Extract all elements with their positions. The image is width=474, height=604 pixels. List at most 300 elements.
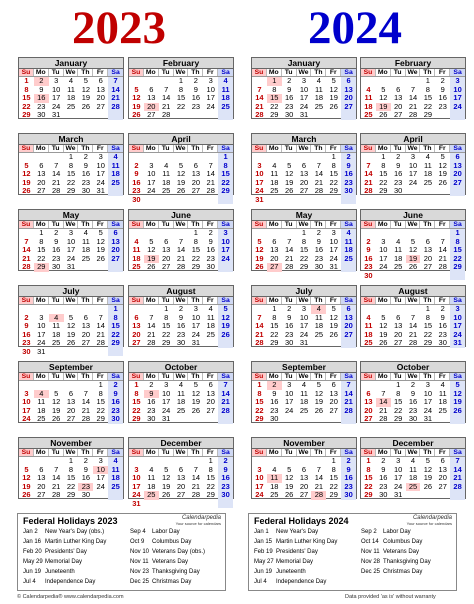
day-cell: 2 — [396, 152, 401, 161]
day-cell: 30 — [51, 262, 61, 271]
weekday-label: Sa — [341, 145, 356, 152]
holiday-date: Oct 14 — [361, 539, 379, 545]
day-cell: 10 — [206, 84, 215, 94]
day-cell: 8 — [331, 160, 336, 170]
day-cell: 14 — [206, 169, 215, 178]
day-cell: 28 — [22, 262, 31, 271]
day-cell: 9 — [144, 390, 159, 399]
day-cell: 11 — [409, 464, 417, 474]
weekday-label: Su — [129, 297, 144, 304]
day-cell: 8 — [178, 84, 184, 94]
day-cell — [159, 196, 174, 205]
day-cell: 23 — [270, 405, 279, 415]
day-cell: 24 — [22, 414, 31, 423]
day-cell: 6 — [108, 229, 123, 238]
month-may-2024 — [251, 209, 357, 271]
day-cell: 12 — [329, 312, 338, 322]
day-cell: 27 — [66, 414, 76, 423]
weekday-label: Fr — [435, 145, 450, 152]
day-cell: 30 — [379, 490, 388, 499]
day-cell: 9 — [39, 84, 44, 94]
day-cell: 9 — [440, 84, 445, 94]
weekday-label: Mo — [376, 145, 391, 152]
day-cell: 18 — [51, 329, 61, 339]
day-cell: 24 — [408, 177, 418, 187]
day-cell: 9 — [366, 245, 371, 254]
day-cell: 22 — [450, 255, 465, 264]
day-cell: 9 — [24, 321, 29, 330]
day-cell: 29 — [393, 414, 403, 423]
day-cell: 20 — [438, 473, 447, 482]
day-cell: 3 — [193, 304, 198, 313]
day-cell — [188, 415, 203, 424]
day-cell: 13 — [393, 93, 403, 102]
day-cell: 19 — [376, 103, 391, 112]
weekday-label: Fr — [203, 145, 218, 152]
day-cell: 23 — [37, 101, 46, 111]
day-cell — [203, 500, 218, 509]
week-row — [252, 415, 356, 424]
day-cell: 8 — [272, 312, 277, 322]
day-cell: 30 — [22, 346, 31, 356]
day-cell: 18 — [393, 253, 403, 263]
weekday-label: Tu — [159, 373, 174, 380]
weekday-label: Mo — [34, 373, 49, 380]
day-cell: 14 — [450, 466, 465, 475]
day-cell: 24 — [423, 405, 433, 415]
day-cell: 31 — [450, 339, 465, 348]
day-cell: 30 — [408, 414, 418, 423]
week-row — [361, 272, 465, 281]
day-cell: 26 — [66, 338, 76, 347]
day-cell: 8 — [425, 312, 430, 322]
weekday-label: Th — [420, 373, 435, 380]
weekday-label: Su — [129, 145, 144, 152]
day-cell: 27 — [81, 338, 91, 347]
day-cell: 16 — [284, 321, 294, 330]
day-cell: 28 — [147, 338, 156, 347]
week-row — [19, 103, 123, 112]
day-cell: 11 — [270, 169, 279, 178]
day-cell: 26 — [255, 262, 264, 271]
day-cell: 9 — [287, 84, 292, 94]
weekday-label: We — [406, 145, 421, 152]
day-cell: 3 — [24, 388, 29, 398]
day-cell: 16 — [341, 474, 356, 483]
day-cell: 10 — [255, 169, 264, 178]
day-cell: 18 — [314, 93, 324, 102]
holiday-item — [23, 568, 75, 576]
day-cell: 14 — [408, 93, 418, 102]
day-cell: 22 — [176, 101, 186, 111]
day-cell: 27 — [393, 110, 403, 119]
day-cell: 13 — [37, 169, 46, 178]
day-cell: 17 — [255, 481, 264, 491]
day-cell: 17 — [450, 94, 465, 103]
day-cell: 16 — [191, 93, 201, 102]
day-cell: 9 — [83, 160, 88, 170]
day-cell: 3 — [134, 464, 139, 474]
month-name: March — [252, 134, 356, 145]
week-row — [129, 491, 233, 500]
weekday-label: Mo — [144, 221, 159, 228]
day-cell: 7 — [316, 464, 321, 474]
day-cell: 8 — [381, 160, 386, 170]
day-cell: 16 — [218, 474, 233, 483]
day-cell — [174, 500, 189, 509]
day-cell: 29 — [423, 338, 433, 347]
day-cell: 22 — [270, 329, 279, 339]
day-cell: 24 — [284, 405, 294, 415]
week-row — [129, 263, 233, 272]
holiday-name: Veterans Day — [152, 559, 189, 565]
day-cell: 6 — [164, 236, 169, 246]
day-cell: 1 — [39, 228, 44, 237]
day-cell: 11 — [162, 169, 171, 178]
day-cell: 22 — [206, 481, 215, 491]
day-cell: 21 — [284, 253, 294, 263]
day-cell — [174, 415, 189, 424]
weekday-label: Sa — [341, 69, 356, 76]
month-name: September — [252, 362, 356, 373]
day-cell: 23 — [147, 405, 156, 415]
day-cell: 25 — [314, 329, 324, 339]
day-cell — [218, 339, 233, 348]
day-cell: 3 — [164, 380, 169, 389]
weekday-label: Sa — [450, 69, 465, 76]
day-cell: 29 — [161, 338, 171, 347]
day-cell: 21 — [161, 101, 171, 111]
day-cell: 13 — [37, 473, 46, 482]
day-cell — [420, 491, 435, 500]
weekday-label: We — [64, 449, 79, 456]
day-cell: 3 — [68, 228, 74, 237]
weekday-label: We — [297, 145, 312, 152]
weekday-label: Sa — [218, 449, 233, 456]
holidays-2023-title: Federal Holidays 2023 — [23, 516, 118, 526]
day-cell: 29 — [329, 186, 338, 195]
day-cell: 18 — [218, 94, 233, 103]
weekday-header — [252, 449, 356, 457]
day-cell: 17 — [408, 169, 418, 178]
day-cell: 11 — [147, 473, 156, 482]
day-cell: 26 — [314, 405, 324, 415]
weekday-header — [19, 373, 123, 381]
holiday-date: Jan 2 — [23, 529, 38, 535]
weekday-label: Tu — [159, 297, 174, 304]
day-cell: 7 — [149, 312, 154, 322]
day-cell: 24 — [255, 186, 264, 195]
day-cell: 13 — [206, 388, 215, 398]
day-cell: 16 — [379, 473, 388, 482]
day-cell: 12 — [438, 160, 447, 170]
day-cell — [435, 111, 450, 120]
day-cell: 7 — [208, 160, 213, 170]
weekday-label: Fr — [93, 449, 108, 456]
day-cell: 16 — [341, 170, 356, 179]
weekday-label: Su — [129, 373, 144, 380]
day-cell: 11 — [52, 321, 61, 330]
day-cell: 21 — [81, 405, 91, 415]
day-cell: 5 — [178, 160, 184, 170]
weekday-label: Tu — [49, 221, 64, 228]
month-april-2024 — [360, 133, 466, 195]
day-cell: 15 — [22, 93, 31, 102]
day-cell: 7 — [366, 160, 371, 170]
holiday-item — [254, 548, 318, 556]
day-cell: 8 — [68, 464, 74, 474]
weekday-label: Th — [311, 145, 326, 152]
day-cell — [311, 111, 326, 120]
day-cell — [78, 111, 93, 120]
day-cell: 16 — [206, 245, 215, 254]
holiday-name: Columbus Day — [383, 539, 423, 545]
day-cell: 5 — [54, 388, 59, 398]
weekday-label: Th — [420, 221, 435, 228]
weekday-label: Fr — [93, 145, 108, 152]
weekday-label: Tu — [282, 297, 297, 304]
month-july-2023 — [18, 285, 124, 356]
weekday-label: Sa — [218, 297, 233, 304]
day-cell: 8 — [134, 388, 139, 398]
day-cell: 16 — [314, 245, 324, 254]
month-february-2024 — [360, 57, 466, 119]
day-cell: 26 — [132, 110, 141, 119]
weekday-label: Sa — [341, 449, 356, 456]
weekday-label: Sa — [341, 297, 356, 304]
day-cell: 25 — [218, 103, 233, 112]
day-cell: 10 — [284, 388, 294, 398]
day-cell: 3 — [39, 312, 44, 322]
day-cell: 14 — [364, 169, 373, 178]
day-cell: 14 — [108, 86, 123, 95]
holiday-name: New Year's Day — [276, 529, 319, 535]
day-cell: 29 — [22, 110, 31, 119]
weekday-label: Fr — [203, 373, 218, 380]
day-cell: 5 — [440, 152, 445, 161]
weekday-label: Mo — [34, 69, 49, 76]
day-cell: 26 — [284, 186, 294, 195]
day-cell: 13 — [161, 245, 171, 254]
month-name: September — [19, 362, 123, 373]
day-cell: 22 — [108, 331, 123, 340]
day-cell: 26 — [81, 101, 91, 111]
day-cell: 30 — [37, 110, 46, 119]
day-cell: 15 — [132, 397, 141, 406]
day-cell: 15 — [423, 93, 433, 102]
weekday-label: Su — [252, 373, 267, 380]
weekday-label: Su — [129, 69, 144, 76]
day-cell: 21 — [314, 177, 324, 187]
weekday-label: Su — [19, 297, 34, 304]
day-cell: 6 — [331, 380, 336, 389]
day-cell — [78, 348, 93, 357]
week-row — [129, 415, 233, 424]
day-cell: 1 — [381, 152, 386, 161]
day-cell: 25 — [144, 491, 159, 500]
day-cell: 4 — [272, 160, 277, 170]
day-cell: 3 — [98, 456, 103, 465]
weekday-label: Mo — [267, 297, 282, 304]
day-cell — [78, 263, 93, 272]
day-cell — [326, 111, 341, 120]
day-cell: 17 — [329, 245, 338, 254]
day-cell: 28 — [408, 110, 418, 119]
month-august-2023 — [128, 285, 234, 347]
day-cell: 30 — [438, 338, 447, 347]
day-cell: 4 — [341, 229, 356, 238]
weekday-label: We — [297, 373, 312, 380]
day-cell: 21 — [438, 253, 447, 263]
day-cell: 23 — [176, 329, 186, 339]
day-cell: 12 — [408, 245, 418, 254]
day-cell: 30 — [108, 415, 123, 424]
day-cell: 6 — [272, 236, 277, 246]
day-cell — [64, 111, 79, 120]
day-cell: 14 — [438, 245, 447, 254]
day-cell: 15 — [108, 322, 123, 331]
day-cell: 16 — [108, 398, 123, 407]
holiday-date: Dec 25 — [361, 569, 381, 575]
day-cell: 26 — [22, 186, 31, 195]
weekday-label: Su — [129, 221, 144, 228]
day-cell: 31 — [329, 262, 338, 271]
day-cell — [435, 415, 450, 424]
day-cell: 16 — [408, 397, 418, 406]
day-cell: 29 — [329, 490, 338, 499]
day-cell: 6 — [396, 312, 401, 322]
weekday-label: Tu — [159, 145, 174, 152]
day-cell: 7 — [450, 457, 465, 466]
day-cell — [341, 415, 356, 424]
weekday-label: Tu — [282, 373, 297, 380]
day-cell: 29 — [364, 490, 373, 499]
day-cell: 15 — [450, 246, 465, 255]
day-cell: 19 — [218, 322, 233, 331]
day-cell: 23 — [438, 101, 447, 111]
day-cell: 18 — [66, 93, 76, 102]
day-cell: 14 — [284, 245, 294, 254]
day-cell: 17 — [299, 321, 309, 330]
day-cell: 4 — [68, 76, 74, 85]
day-cell: 4 — [108, 457, 123, 466]
day-cell: 11 — [300, 388, 308, 398]
weekday-label: We — [297, 449, 312, 456]
day-cell: 21 — [450, 474, 465, 483]
day-cell: 30 — [81, 490, 91, 499]
day-cell: 12 — [132, 93, 141, 102]
day-cell: 24 — [450, 103, 465, 112]
day-cell: 1 — [208, 456, 213, 465]
day-cell: 25 — [176, 405, 186, 415]
month-august-2024 — [360, 285, 466, 347]
weekday-label: Tu — [159, 69, 174, 76]
day-cell: 1 — [267, 77, 282, 86]
day-cell — [108, 491, 123, 500]
weekday-label: Tu — [49, 297, 64, 304]
holiday-name: Independence Day — [276, 579, 327, 585]
weekday-label: Tu — [391, 297, 406, 304]
day-cell: 22 — [191, 253, 201, 263]
day-cell — [282, 415, 297, 424]
holiday-date: Nov 11 — [361, 549, 380, 555]
day-cell: 2 — [208, 228, 213, 237]
day-cell: 25 — [299, 405, 309, 415]
day-cell: 30 — [270, 414, 279, 423]
holiday-name: Thanksgiving Day — [383, 559, 431, 565]
day-cell: 20 — [450, 170, 465, 179]
weekday-label: Th — [311, 69, 326, 76]
day-cell: 18 — [364, 101, 373, 111]
day-cell: 11 — [267, 474, 282, 483]
day-cell: 8 — [68, 160, 74, 170]
weekday-label: We — [406, 297, 421, 304]
footer-copyright[interactable]: © Calendarpedia® www.calendarpedia.com — [17, 594, 124, 600]
day-cell: 20 — [176, 481, 186, 491]
day-cell: 2 — [24, 312, 29, 322]
day-cell: 28 — [51, 490, 61, 499]
day-cell: 1 — [164, 304, 169, 313]
week-row — [252, 339, 356, 348]
day-cell: 10 — [132, 473, 141, 482]
day-cell: 4 — [218, 77, 233, 86]
day-cell — [420, 272, 435, 281]
day-cell: 19 — [379, 329, 388, 339]
day-cell: 26 — [218, 331, 233, 340]
weekday-label: Tu — [391, 449, 406, 456]
month-name: October — [129, 362, 233, 373]
day-cell: 21 — [108, 94, 123, 103]
day-cell: 26 — [96, 253, 105, 263]
day-cell: 8 — [24, 84, 29, 94]
day-cell: 25 — [341, 255, 356, 264]
day-cell — [326, 196, 341, 205]
day-cell: 27 — [108, 255, 123, 264]
day-cell: 28 — [311, 491, 326, 500]
day-cell: 21 — [218, 398, 233, 407]
day-cell: 5 — [287, 160, 292, 170]
day-cell: 19 — [314, 397, 324, 406]
weekday-label: Mo — [144, 297, 159, 304]
day-cell — [218, 415, 233, 424]
month-name: March — [19, 134, 123, 145]
weekday-label: We — [64, 221, 79, 228]
day-cell — [203, 111, 218, 120]
day-cell: 10 — [93, 466, 108, 475]
weekday-label: Sa — [218, 221, 233, 228]
day-cell — [450, 111, 465, 120]
day-cell: 12 — [450, 390, 465, 399]
day-cell: 26 — [329, 329, 338, 339]
day-cell: 20 — [66, 405, 76, 415]
day-cell: 20 — [341, 94, 356, 103]
day-cell: 2 — [149, 380, 154, 389]
weekday-label: We — [174, 221, 189, 228]
day-cell: 19 — [132, 101, 141, 111]
day-cell: 21 — [255, 329, 264, 339]
day-cell: 7 — [98, 312, 103, 322]
month-name: August — [129, 286, 233, 297]
day-cell: 5 — [193, 380, 198, 389]
day-cell: 18 — [408, 473, 418, 482]
day-cell: 11 — [438, 388, 447, 398]
weekday-label: Fr — [435, 297, 450, 304]
day-cell: 17 — [379, 253, 388, 263]
day-cell: 28 — [408, 338, 418, 347]
day-cell: 28 — [450, 483, 465, 492]
week-row — [252, 196, 356, 205]
day-cell: 28 — [255, 338, 264, 347]
